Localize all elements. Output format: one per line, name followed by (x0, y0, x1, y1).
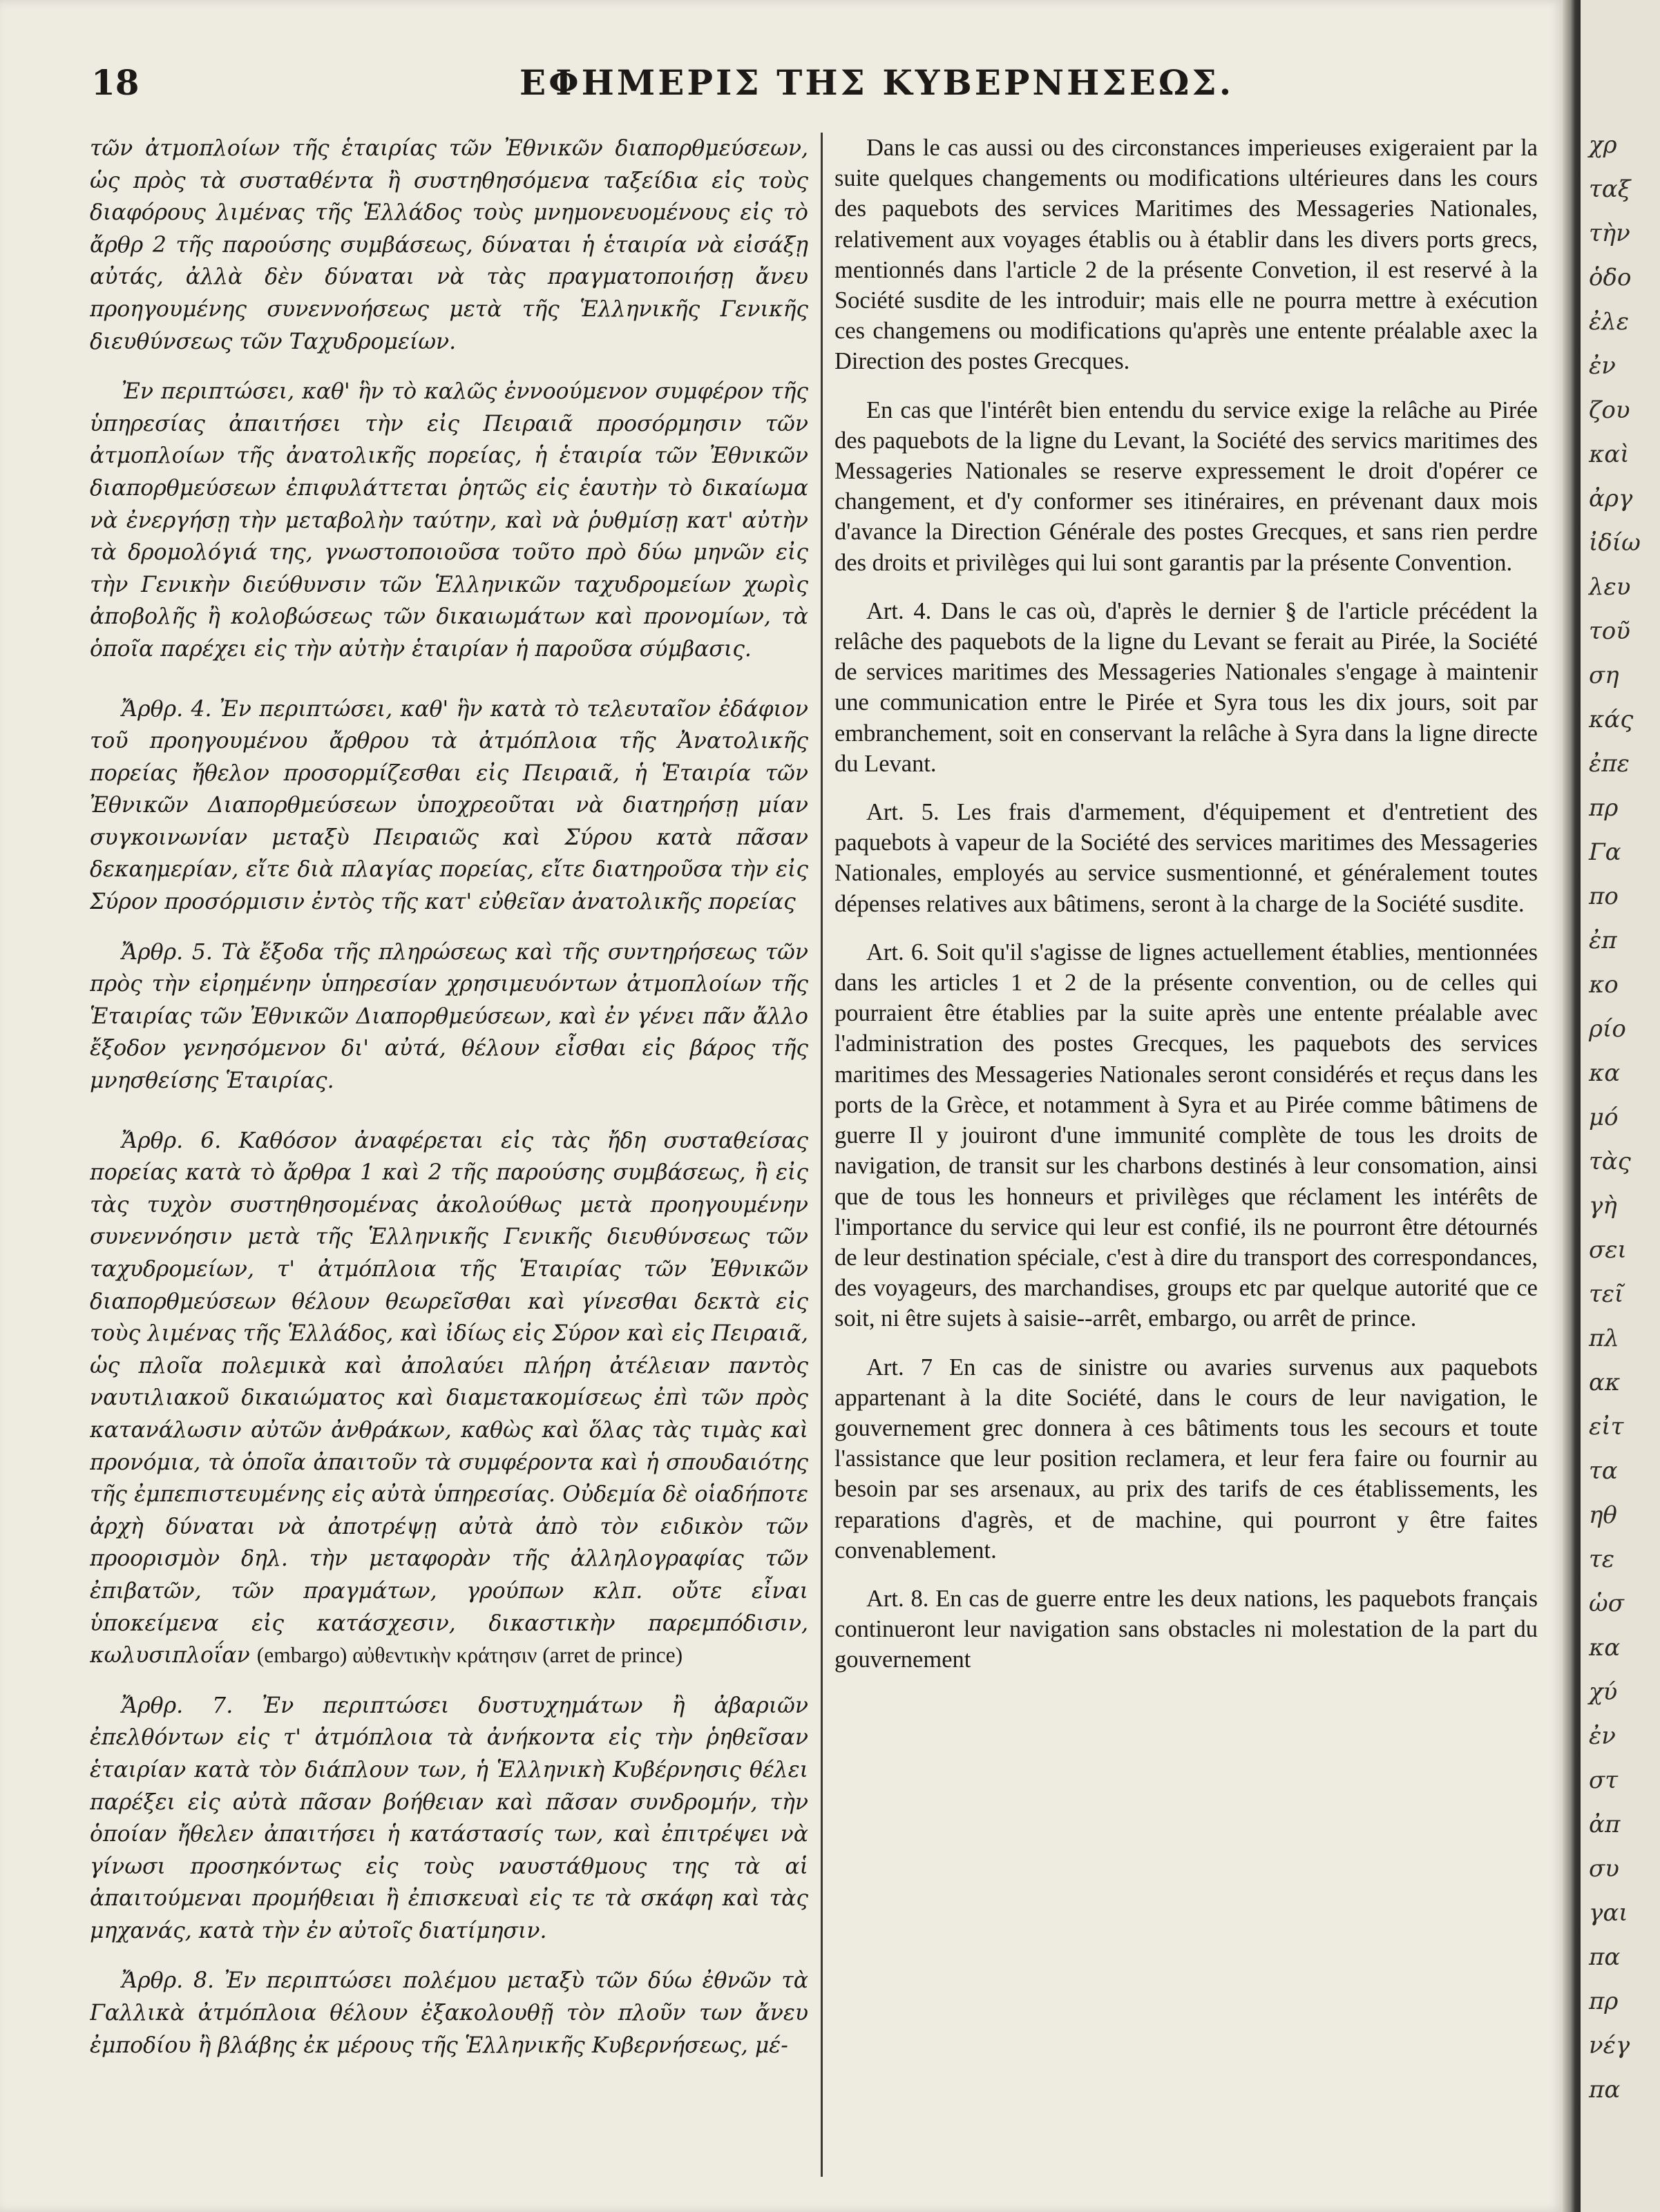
adjacent-page-fragment: κο (1589, 971, 1619, 999)
adjacent-page-fragment: τεῖ (1589, 1280, 1624, 1308)
french-article-5: Art. 5. Les frais d'armement, d'équipement et d'entretient des paquebots à vapeur de la Société des services maritimes des Messageries Nationales, employés au service susmentionné, et généralement toutes dépenses relatives aux bâtimens, seront à la charge de la Société susdite. (834, 799, 1538, 917)
adjacent-page-fragment: ση (1589, 662, 1619, 689)
adjacent-page-fragment: ταξ (1589, 175, 1631, 203)
adjacent-page-fragment: πα (1589, 2076, 1621, 2104)
adjacent-page-fragment: πρ (1589, 1988, 1619, 2015)
adjacent-page-fragment: γὴ (1589, 1192, 1617, 1220)
greek-article-6-text: Ἄρθρ. 6. Καθόσον ἀναφέρεται εἰς τὰς ἤδη συσταθείσας πορείας κατὰ τὸ ἄρθρα 1 καὶ 2 τῆς παρούσης συμβάσεως, ἢ εἰς τὰς τυχὸν συστηθησομένας ἀκολούθως μετὰ προηγουμένην συνεννόησιν μετὰ τῆς Ἑλληνικῆς Γενικῆς διευθύνσεως τῶν ταχυδρομείων, τ' ἀτμόπλοια τῆς Ἑταιρίας τῶν Ἐθνικῶν διαπορθμεύσεων θέλουν θεωρεῖσθαι καὶ γίνεσθαι δεκτὰ εἰς τοὺς λιμένας τῆς Ἑλλάδος, καὶ ἰδίως εἰς Σύρον καὶ εἰς Πειραιᾶ, ὡς πλοῖα πολεμικὰ καὶ ἀπολαύει πλήρη ἀτέλειαν παντὸς ναυτιλιακοῦ δικαιώματος καὶ διαμετακομίσεως ἐπὶ τῶν πρὸς κατανάλωσιν αὐτῶν ἀνθράκων, καθὼς καὶ ὅλας τὰς τιμὰς καὶ προνόμια, τὰ ὁποῖα ἀπαιτοῦν τὰ συμφέροντα καὶ ἡ σπουδαιότης τῆς ἐμπεπιστευμένης εἰς αὐτὰ ὑπηρεσίας. Οὐδεμία δὲ οἱαδήποτε ἀρχὴ δύναται νὰ ἀποτρέψῃ αὐτὰ ἀπὸ τὸν ειδικὸν τῶν προορισμὸν δηλ. τὴν μεταφορὰν τῆς ἀλληλογραφίας τῶν ἐπιβατῶν, τῶν πραγμάτων, γρούπων κλπ. οὔτε εἶναι ὑποκείμενα εἰς κατάσχεσιν, δικαστικὴν παρεμπόδισιν, κωλυσιπλοΐαν (90, 1128, 808, 1668)
adjacent-page-fragment: ἐλε (1589, 308, 1630, 336)
adjacent-page-fragment: τοῦ (1589, 617, 1630, 645)
greek-article-6 (90, 1125, 808, 1672)
greek-column (90, 133, 808, 2184)
running-title: ΕΦΗΜΕΡΙΣ ΤΗΣ ΚΥΒΕΡΝΗΣΕΩΣ. (519, 62, 1234, 103)
adjacent-page-fragment: καὶ (1589, 441, 1630, 468)
adjacent-page-fragment: κα (1589, 1634, 1621, 1662)
adjacent-page-fragment: χρ (1589, 131, 1617, 159)
adjacent-page-fragment: τὴν (1589, 220, 1630, 247)
adjacent-page-fragment: συ (1589, 1855, 1619, 1883)
adjacent-page-fragment: στ (1589, 1767, 1619, 1794)
adjacent-page-fragment: τὰς (1589, 1148, 1631, 1175)
french-article-6: Art. 6. Soit qu'il s'agisse de lignes actuellement établies, mentionnées dans les articles 1 et 2 de la présente convention, ou de celles qui pourraient être établies par la suite après une entente préalable avec l'administration des postes Grecques, les paquebots des services maritimes des Messageries Nationales seront considérés et reçus dans les ports de la Grèce, et notamment à Syra et au Pirée comme bâtimens de guerre Il y jouiront d'une immunité complète de tous les droits de navigation, de transit sur les charbons destinés à leur consomation, ainsi que de tous les honneurs et privilèges que réclament les intérêts de l'importance du service qui leur est confié, ils ne pourront être détournés de leur destination spéciale, c'est à dire du transport des correspondances, des voyageurs, des marchandises, groups etc par quelque autorité que ce soit, ni être sujets à saisie--arrêt, embargo, ou arrêt de prince. (834, 939, 1538, 1332)
adjacent-page-fragment: γαι (1589, 1899, 1628, 1927)
greek-paragraph: τῶν ἀτμοπλοίων τῆς ἑταιρίας τῶν Ἐθνικῶν διαπορθμεύσεων, ὡς πρὸς τὰ συσταθέντα ἢ συστηθησόμενα ταξείδια εἰς τοὺς διαφόρους λιμένας τῆς Ἑλλάδος τοὺς μνημονευομένους εἰς τὸ ἄρθρ 2 τῆς παρούσης συμβάσεως, δύναται ἡ ἑταιρία νὰ εἰσάξῃ αὐτάς, ἀλλὰ δὲν δύναται νὰ τὰς πραγματοποιήσῃ ἄνευ προηγουμένης συνεννοήσεως μετὰ τῆς Ἑλληνικῆς Γενικῆς διευθύνσεως τῶν Ταχυδρομείων. (90, 136, 808, 354)
adjacent-page-fragment: Γα (1589, 838, 1621, 866)
adjacent-page-fragment: εἰτ (1589, 1413, 1624, 1441)
adjacent-page-fragment: ἀπ (1589, 1811, 1621, 1838)
adjacent-page-fragment: ἐπε (1589, 750, 1630, 778)
adjacent-page-fragment: ηθ (1589, 1501, 1617, 1529)
adjacent-page-fragment: ρίο (1589, 1015, 1626, 1043)
adjacent-page-fragment: ἰδίω (1589, 529, 1641, 557)
greek-article-4: Ἄρθρ. 4. Ἐν περιπτώσει, καθ' ἣν κατὰ τὸ τελευταῖον ἐδάφιον τοῦ προηγουμένου ἄρθρου τὰ ἀτμόπλοια τῆς Ἀνατολικῆς πορείας ἤθελον προσορμίζεσθαι εἰς Πειραιᾶ, ἡ Ἑταιρία τῶν Ἐθνικῶν Διαπορθμεύσεων ὑποχρεοῦται νὰ διατηρήσῃ μίαν συγκοινωνίαν μεταξὺ Πειραιῶς καὶ Σύρου κατὰ πᾶσαν δεκαημερίαν, εἴτε διὰ πλαγίας πορείας, εἴτε διατηροῦσα τὴν εἰς Σύρον προσόρμισιν ἐντὸς τῆς κατ' εὐθεῖαν ἀνατολικῆς πορείας (90, 696, 808, 915)
french-article-7: Art. 7 En cas de sinistre ou avaries survenus aux paquebots appartenant à la dite Société, dans le cours de leur navigation, le gouvernement grec donnera à ces bâtiments tous les secours et toute l'assistance que leur position reclamera, et leur fera faire ou fournir au besoin par ses arsenaux, au prix des tarifs de ces établissements, les reparations d'agrès, et de machine, qui pourront y être faites convenablement. (834, 1354, 1538, 1564)
adjacent-page-fragment: πα (1589, 1943, 1621, 1971)
adjacent-page-fragment: ὡσ (1589, 1590, 1624, 1617)
adjacent-page-fragment: κα (1589, 1059, 1621, 1087)
adjacent-page-fragment: τα (1589, 1457, 1618, 1485)
french-paragraph: Dans le cas aussi ou des circonstances imperieuses exigeraient par la suite quelques changements ou modifications ultérieures dans les cours des paquebots des services Maritimes des Messageries Nationales, relativement aux voyages établis ou à établir dans les divers ports grecs, mentionnés dans l'article 2 de la présente Convetion, il est reservé à la Société susdite de les introduir; mais elle ne pourra mettre à exécution ces changemens ou modifications qu'après une entente préalable axec la Direction des postes Grecques. (834, 135, 1538, 375)
book-gutter (1563, 0, 1581, 2212)
adjacent-page-fragment: πρ (1589, 794, 1619, 822)
adjacent-page-fragment: ακ (1589, 1369, 1621, 1396)
adjacent-page-fragment: χύ (1589, 1678, 1618, 1706)
adjacent-page-fragment: μό (1589, 1104, 1619, 1131)
adjacent-page-fragment: ἐπ (1589, 927, 1617, 954)
french-column (834, 133, 1538, 2184)
french-article-4: Art. 4. Dans le cas où, d'après le dernier § de l'article précédent la relâche des paquebots de la ligne du Levant se ferait au Pirée, la Société de services maritimes des Messageries Nationales s'engage à maintenir une communication entre le Pirée et Syra tous les dix jours, soit par embranchement, soit en conservant la relâche à Syra dans la ligne directe du Levant. (834, 597, 1538, 777)
adjacent-page-edge (1581, 0, 1660, 2212)
french-paragraph: En cas que l'intérêt bien entendu du service exige la relâche au Pirée des paquebots de la ligne du Levant, la Société des servics maritimes des Messageries Nationales se reserve expressement le droit d'opérer ce changement, et d'y conformer ses itinéraires, en prévenant daux mois d'avance la Direction Générale des postes Grecques, et sans rien perdre des droits et privilèges qui lui sont garantis par la présente Convention. (834, 396, 1538, 576)
adjacent-page-fragment: ἀργ (1589, 485, 1633, 512)
adjacent-page-fragment: ζου (1589, 396, 1630, 424)
adjacent-page-fragment: πο (1589, 883, 1619, 910)
greek-article-8: Ἄρθρ. 8. Ἐν περιπτώσει πολέμου μεταξὺ τῶν δύω ἐθνῶν τὰ Γαλλικὰ ἀτμόπλοια θέλουν ἐξακολουθῇ τὸν πλοῦν των ἄνευ ἐμποδίου ἢ βλάβης ἐκ μέρους τῆς Ἑλληνικῆς Κυβερνήσεως, μέ- (90, 1968, 808, 2058)
adjacent-page-fragment: τε (1589, 1546, 1615, 1573)
adjacent-page-fragment: λευ (1589, 573, 1631, 601)
adjacent-page-fragment: ἐν (1589, 1722, 1616, 1750)
page-header (91, 62, 1528, 110)
greek-article-5: Ἄρθρ. 5. Τὰ ἔξοδα τῆς πληρώσεως καὶ τῆς συντηρήσεως τῶν πρὸς τὴν εἰρημένην ὑπηρεσίαν χρησιμευόντων ἀτμοπλοίων τῆς Ἑταιρίας τῶν Ἐθνικῶν Διαπορθμεύσεων, καὶ ἐν γένει πᾶν ἄλλο ἔξοδον γενησόμενον δι' αὐτά, θέλουν εἶσθαι εἰς βάρος τῆς μνησθείσης Ἑταιρίας. (90, 939, 808, 1094)
french-article-8: Art. 8. En cas de guerre entre les deux nations, les paquebots français continueront leur navigation sans obstacles ni molestation de la part du gouvernement (834, 1585, 1538, 1673)
adjacent-page-fragment: σει (1589, 1236, 1627, 1264)
adjacent-page-fragment: κάς (1589, 706, 1634, 733)
adjacent-page-fragment: ἐν (1589, 352, 1616, 380)
greek-paragraph: Ἐν περιπτώσει, καθ' ἣν τὸ καλῶς ἐννοούμενον συμφέρον τῆς ὑπηρεσίας ἀπαιτήσει τὴν εἰς Πειραιᾶ προσόρμησιν τῶν ἀτμοπλοίων τῆς ἀνατολικῆς πορείας, ἡ ἑταιρία τῶν Ἐθνικῶν διαπορθμεύσεων ἐπιφυλάττεται ῥητῶς εἰς ἑαυτὴν τὸ δικαίωμα νὰ ἐνεργήσῃ τὴν μεταβολὴν ταύτην, καὶ νὰ ῥυθμίσῃ κατ' αὐτὴν τὰ δρομολόγιά της, γνωστοποιοῦσα τοῦτο πρὸ δύω μηνῶν εἰς τὴν Γενικὴν διεύθυνσιν τῶν Ἑλληνικῶν ταχυδρομείων χωρὶς ἀποβολῆς ἢ κολοβώσεως τῶν δικαιωμάτων καὶ προνομίων, τὰ ὁποῖα παρέχει εἰς τὴν αὐτὴν ἑταιρίαν ἡ παροῦσα σύμβασις. (90, 379, 808, 662)
adjacent-page-fragment: ὁδο (1589, 264, 1632, 291)
greek-article-6-tail: (embargo) αὐθεντικὴν κράτησιν (arret de prince) (256, 1643, 683, 1668)
adjacent-page-fragment: νέγ (1589, 2032, 1630, 2059)
page-number: 18 (91, 62, 140, 103)
column-divider (821, 133, 823, 2177)
greek-article-7: Ἄρθρ. 7. Ἐν περιπτώσει δυστυχημάτων ἢ ἀβαριῶν ἐπελθόντων εἰς τ' ἀτμόπλοια τὰ ἀνήκοντα εἰς τὴν ῥηθεῖσαν ἑταιρίαν κατὰ τὸν διάπλουν των, ἡ Ἑλληνικὴ Κυβέρνησις θέλει παρέξει εἰς αὐτὰ πᾶσαν βοήθειαν καὶ πᾶσαν συνδρομήν, τὴν ὁποίαν ἤθελεν ἀπαιτήσει ἡ κατάστασίς των, καὶ ἐπιτρέψει νὰ γίνωσι προσηκόντως εἰς τοὺς ναυστάθμους της τὰ αἱ ἀπαιτούμεναι προμήθειαι ἢ ἐπισκευαὶ εἰς τε τὰ σκάφη καὶ τὰς μηχανάς, κατὰ τὴν ἐν αὐτοῖς διατίμησιν. (90, 1693, 808, 1943)
adjacent-page-fragment: πλ (1589, 1325, 1619, 1352)
